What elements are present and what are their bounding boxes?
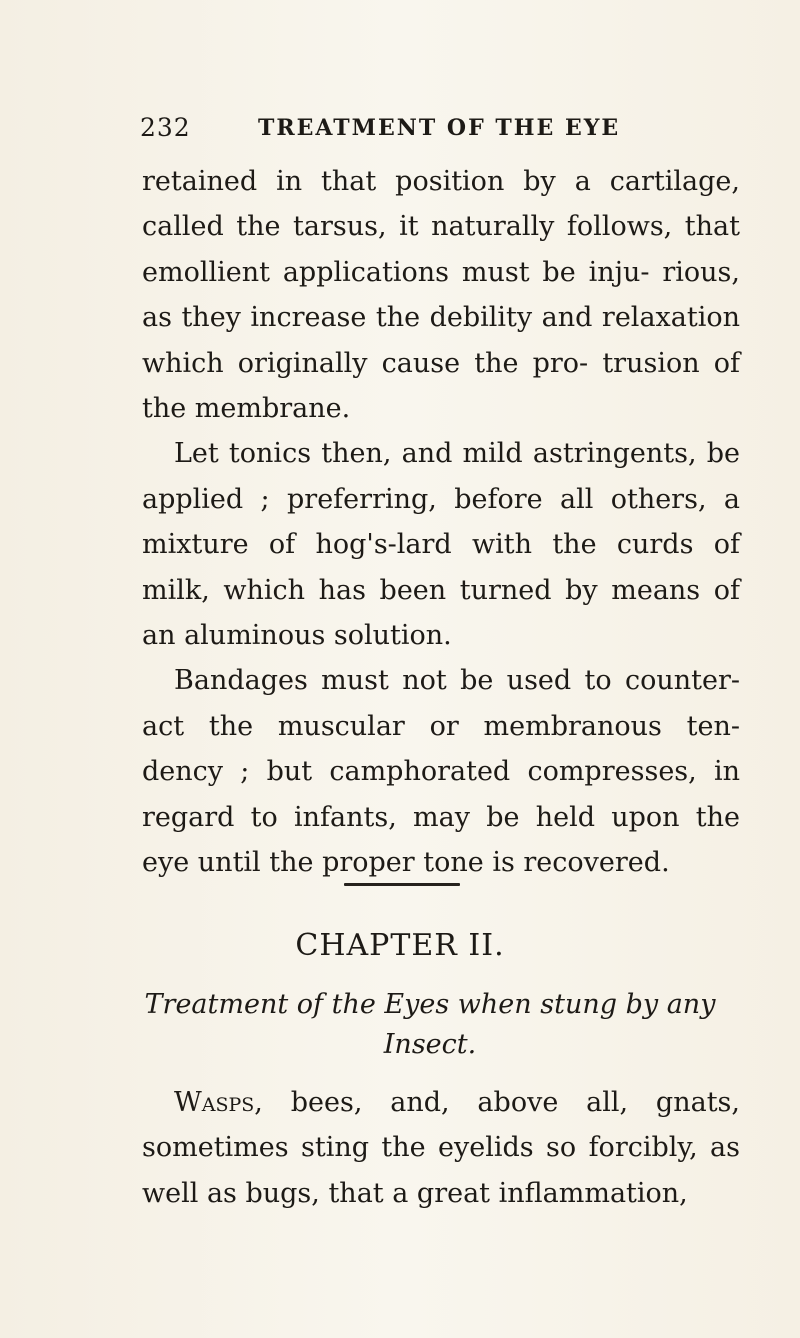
section-divider [344,883,460,886]
body-text-bottom [142,1080,740,1216]
paragraph-2: Let tonics then, and mild astringents, be applied ; preferring, before all others, a mixture of hog's-lard with the curds of milk, which has been turned by means of an aluminous solution. [142,438,740,652]
page-number: 232 [140,113,191,142]
paragraph-3: Bandages must not be used to counter- act the muscular or membranous ten- dency ; but camphorated compresses, in regard to infants, may be held upon the eye until the proper tone is recovered. [142,665,740,879]
body-text-top [142,159,740,886]
page-header [140,113,660,147]
paragraph-4-lead: Wasps, [174,1087,263,1118]
paragraph-1: retained in that position by a cartilage, called the tarsus, it naturally follows, that emollient applications must be inju- rious, as they increase the debility and relaxation which originally cause the pro- trusion of the membrane. [142,166,740,425]
chapter-heading: CHAPTER II. [295,928,505,963]
paragraph-4-text: bees, and, above all, gnats, sometimes sting the eyelids so forcibly, as well as bugs, that a great inflammation, [142,1087,740,1209]
running-title: TREATMENT OF THE EYE [258,115,621,141]
chapter-subtitle: Treatment of the Eyes when stung by any Insect. [144,989,716,1060]
paragraph-4 [142,1080,740,1216]
